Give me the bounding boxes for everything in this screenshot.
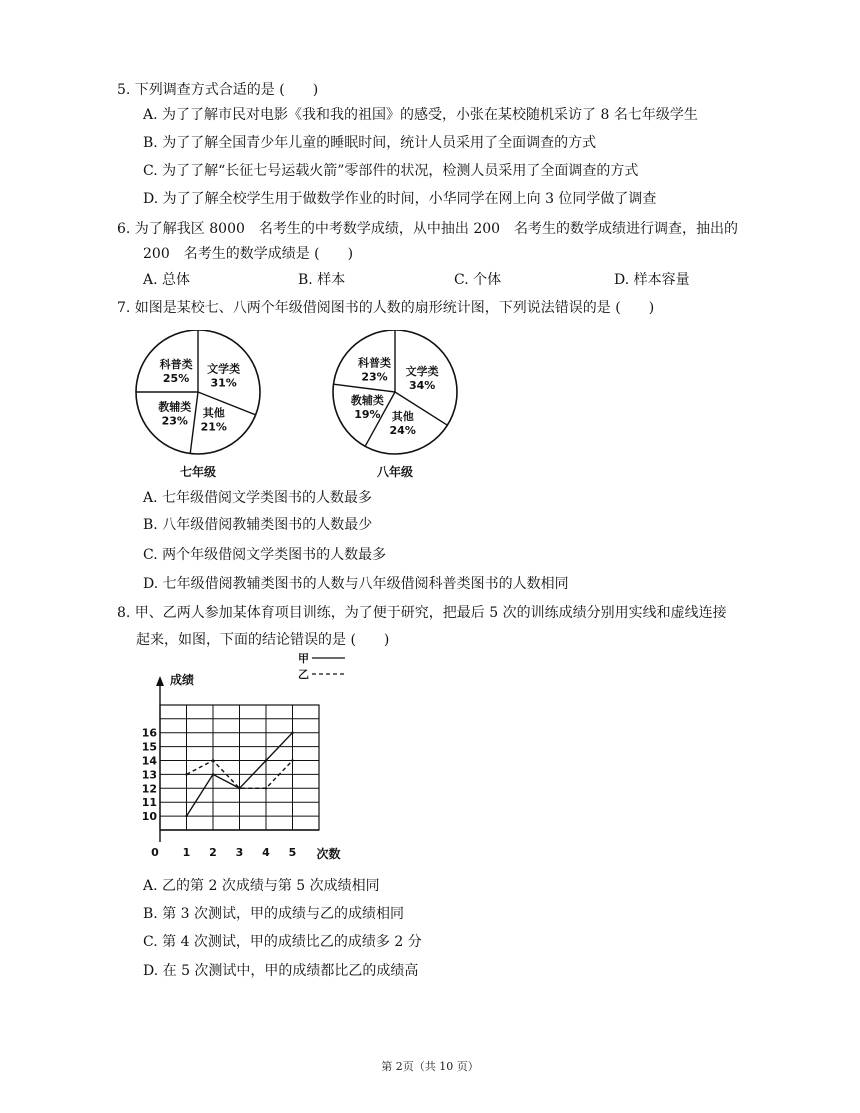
pie-grade8-title: 八年级: [376, 465, 414, 479]
q8-option-a: A. 乙的第 2 次成绩与第 5 次成绩相同: [143, 878, 380, 894]
q7-stem: 7. 如图是某校七、八两个年级借阅图书的人数的扇形统计图，下列说法错误的是 ( ): [117, 300, 655, 316]
q6-stem-line1: 6. 为了解我区 8000 名考生的中考数学成绩，从中抽出 200 名考生的数学成绩进行调查，抽出的: [117, 221, 739, 237]
q7-pie-charts: [130, 330, 480, 480]
pie-grade8-slice-0-category: 文学类: [405, 365, 439, 379]
page-footer: 第 2页（共 10 页）: [381, 1060, 479, 1073]
pie-grade8-slice-1-label: 24%: [389, 424, 416, 438]
pie-grade8-slice-2-label: 19%: [354, 408, 381, 422]
q5-option-b: B. 为了了解全国青少年儿童的睡眠时间，统计人员采用了全面调查的方式: [143, 135, 597, 151]
q8-option-c: C. 第 4 次测试，甲的成绩比乙的成绩多 2 分: [143, 934, 422, 950]
line-chart-xtick: 2: [209, 846, 217, 859]
pie-grade8-slice-3-label: 23%: [361, 370, 388, 384]
q5-option-d: D. 为了了解全校学生用于做数学作业的时间，小华同学在网上向 3 位同学做了调查: [143, 191, 657, 207]
line-chart-point-0-0: [185, 815, 187, 817]
line-chart-point-1-3: [265, 787, 267, 789]
line-chart-xtick: 3: [235, 846, 244, 859]
line-chart-xtick: 4: [262, 846, 270, 859]
q7-option-c: C. 两个年级借阅文学类图书的人数最多: [143, 547, 387, 563]
q7-option-d: D. 七年级借阅教辅类图书的人数与八年级借阅科普类图书的人数相同: [143, 576, 569, 592]
q6-option-a: A. 总体: [143, 272, 191, 288]
q5-stem: 5. 下列调查方式合适的是 ( ): [117, 82, 319, 98]
line-chart-xtick: 5: [288, 846, 297, 859]
q5-option-c: C. 为了了解“长征七号运载火箭”零部件的状况，检测人员采用了全面调查的方式: [143, 163, 639, 179]
q8-option-d: D. 在 5 次测试中，甲的成绩都比乙的成绩高: [143, 963, 419, 979]
line-chart-ytick: 14: [141, 754, 157, 768]
q7-option-a: A. 七年级借阅文学类图书的人数最多: [143, 490, 373, 506]
q6-stem-line2: 200 名考生的数学成绩是 ( ): [143, 246, 354, 262]
line-chart-ytick: 15: [141, 740, 157, 754]
line-chart-point-1-2: [238, 787, 240, 789]
line-chart-xlabel: 次数: [316, 847, 341, 861]
line-chart-ytick: 13: [141, 768, 157, 782]
line-chart-ytick: 12: [141, 782, 157, 796]
pie-grade7-slice-2-label: 23%: [161, 414, 188, 428]
line-chart-point-1-0: [185, 773, 187, 775]
pie-grade7-slice-2-category: 教辅类: [158, 400, 192, 414]
line-chart-point-0-3: [265, 759, 267, 761]
line-chart-ytick: 16: [141, 726, 157, 740]
pie-grade7-slice-0-category: 文学类: [207, 362, 241, 376]
pie-grade8-slice-0-label: 34%: [408, 379, 436, 393]
line-chart-ylabel: 成绩: [170, 673, 195, 687]
line-chart-xtick: 0: [151, 846, 159, 859]
q8-stem-line2: 起来，如图，下面的结论错误的是 ( ): [136, 632, 390, 648]
line-chart-point-0-1: [212, 773, 214, 775]
pie-grade7-slice-3-category: 科普类: [159, 358, 193, 372]
line-chart-legend-label-1: 乙: [298, 668, 309, 681]
q8-line-chart: [140, 650, 380, 868]
q6-option-c: C. 个体: [454, 272, 502, 288]
q8-option-b: B. 第 3 次测试，甲的成绩与乙的成绩相同: [143, 906, 404, 922]
pie-grade7-slice-0-label: 31%: [210, 376, 237, 390]
q8-stem-line1: 8. 甲、乙两人参加某体育项目训练，为了便于研究，把最后 5 次的训练成绩分别用实线和虚线连接: [117, 605, 727, 621]
line-chart-point-0-4: [291, 732, 293, 734]
line-chart-point-1-1: [212, 759, 214, 761]
line-chart-y-arrow: [156, 676, 164, 686]
pie-grade8-slice-1-category: 其他: [391, 410, 414, 424]
pie-grade7-slice-1-label: 21%: [200, 420, 227, 434]
line-chart-ytick: 11: [141, 796, 157, 810]
line-chart-legend-label-0: 甲: [298, 652, 309, 665]
pie-grade8-slice-3-category: 科普类: [357, 356, 391, 370]
q6-option-b: B. 样本: [298, 272, 346, 288]
pie-grade7-slice-3-label: 25%: [162, 372, 190, 386]
pie-grade7-slice-1-category: 其他: [202, 406, 225, 420]
line-chart-ytick: 10: [141, 810, 157, 824]
q6-option-d: D. 样本容量: [614, 272, 690, 288]
pie-grade7-title: 七年级: [179, 465, 217, 479]
line-chart-point-1-4: [291, 759, 293, 761]
line-chart-xtick: 1: [182, 846, 191, 859]
q5-option-a: A. 为了了解市民对电影《我和我的祖国》的感受，小张在某校随机采访了 8 名七年级学生: [143, 107, 698, 123]
pie-grade8-slice-2-category: 教辅类: [350, 394, 384, 408]
q7-option-b: B. 八年级借阅教辅类图书的人数最少: [143, 517, 373, 533]
